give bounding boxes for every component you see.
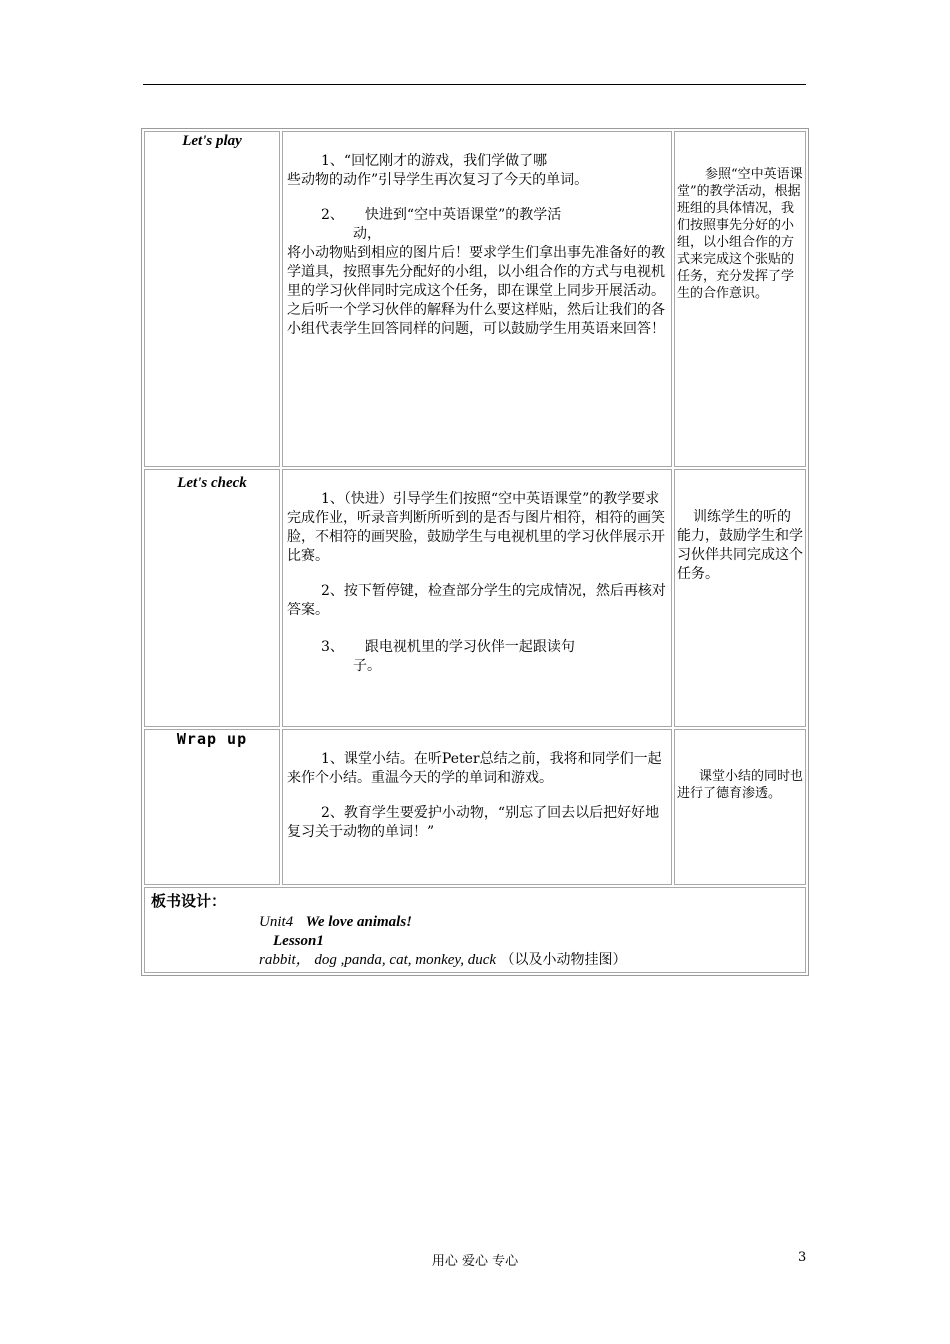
note-text: 参照“空中英语课堂”的教学活动，根据班组的具体情况，我们按照事先分好的小组，以小组合作的方式来完成这个张贴的任务，充分发挥了学生的合作意识。 (677, 167, 803, 301)
stage-label-cell (144, 469, 280, 727)
activity-text: 2、教育学生要爱护小动物，“别忘了回去以后把好好地复习关于动物的单词！” (287, 805, 660, 840)
stage-label-cell (144, 131, 280, 467)
note-cell (674, 729, 806, 885)
vocabulary-list: rabbit， dog ,panda, cat, monkey, duck (259, 952, 497, 968)
table-row (144, 469, 806, 727)
activity-text: 子。 (353, 658, 381, 674)
activity-text: 将小动物贴到相应的图片后！要求学生们拿出事先准备好的教学道具，按照事先分配好的小组，以小组合作的方式与电视机里的学习伙伴同时完成这个任务，即在课堂上同步开展活动。之后听一个学习伙伴的解释为什么要这样贴，然后让我们的各小组代表学生回答同样的问题，可以鼓励学生用英语来回答！ (287, 245, 665, 337)
activity-text: 2、 快进到“空中英语课堂”的教学活 (321, 207, 562, 223)
activity-text: 些动物的动作”引导学生再次复习了今天的单词。 (287, 172, 589, 188)
note-text: 训练学生的听的能力，鼓励学生和学习伙伴共同完成这个任务。 (677, 509, 803, 582)
note-text: 课堂小结的同时也进行了德育渗透。 (677, 769, 804, 801)
page-number: 3 (798, 1250, 807, 1265)
stage-label: Let's play (182, 133, 242, 149)
board-title: 板书设计： (151, 892, 227, 910)
activity-cell (282, 469, 672, 727)
header-rule (143, 84, 806, 85)
lesson-title: Lesson1 (273, 933, 324, 949)
unit-prefix: Unit4 (259, 914, 294, 930)
lesson-plan-table (141, 128, 809, 976)
activity-cell (282, 131, 672, 467)
activity-text: 2、按下暂停键，检查部分学生的完成情况，然后再核对答案。 (287, 583, 666, 618)
table-row (144, 729, 806, 885)
table-row (144, 887, 806, 973)
activity-text: 1、（快进）引导学生们按照“空中英语课堂”的教学要求完成作业，听录音判断所听到的是否与图片相符，相符的画笑脸，不相符的画哭脸，鼓励学生与电视机里的学习伙伴展示开比赛。 (287, 491, 665, 564)
stage-label: Let's check (177, 475, 247, 491)
vocabulary-note: （以及小动物挂图） (500, 952, 627, 968)
activity-text: 1、课堂小结。在听Peter总结之前，我将和同学们一起来作个小结。重温今天的学的单词和游戏。 (287, 751, 662, 786)
activity-text: 3、 跟电视机里的学习伙伴一起跟读句 (321, 639, 575, 655)
note-cell (674, 131, 806, 467)
unit-title: We love animals! (305, 914, 413, 930)
stage-label-cell (144, 729, 280, 885)
stage-label: Wrap up (176, 730, 248, 748)
note-cell (674, 469, 806, 727)
activity-cell (282, 729, 672, 885)
board-design-cell (144, 887, 806, 973)
activity-text: 1、“回忆刚才的游戏，我们学做了哪 (321, 153, 548, 169)
table-row (144, 131, 806, 467)
footer-motto: 用心 爱心 专心 (431, 1254, 519, 1269)
activity-text: 动， (353, 226, 381, 242)
